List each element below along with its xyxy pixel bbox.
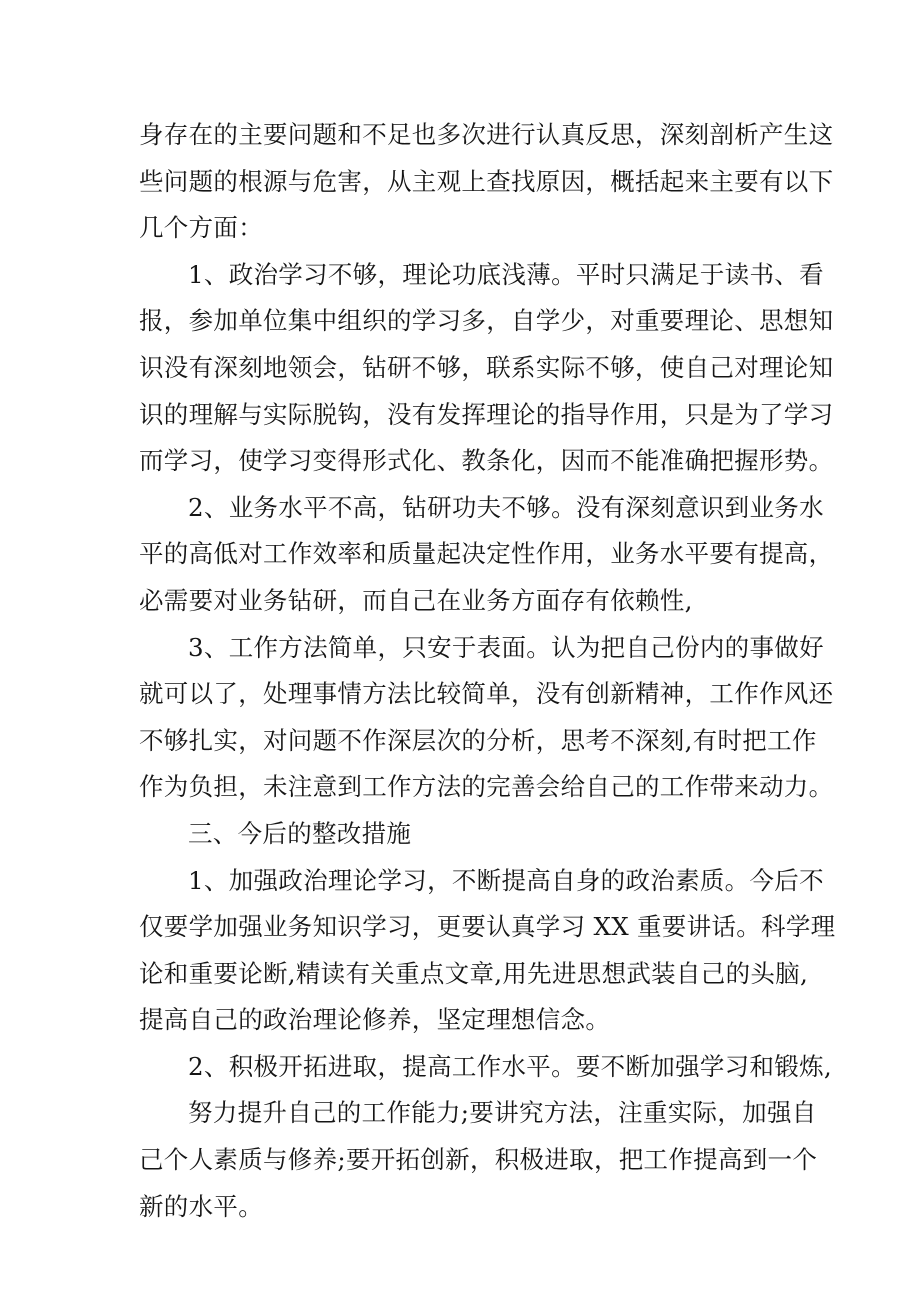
text-line: 论和重要论断,精读有关重点文章,用先进思想武装自己的头脑, (139, 958, 809, 988)
text-line: 作为负担，未注意到工作方法的完善会给自己的工作带来动力。 (139, 772, 834, 802)
text-line: 己个人素质与修养;要开拓创新，积极进取，把工作提高到一个 (139, 1145, 818, 1175)
text-line: 识没有深刻地领会，钻研不够，联系实际不够，使自己对理论知 (139, 352, 834, 382)
text-line: 身存在的主要问题和不足也多次进行认真反思，深刻剖析产生这 (139, 120, 834, 149)
text-line: 识的理解与实际脱钩，没有发挥理论的指导作用，只是为了学习 (139, 399, 834, 429)
text-line: 3、工作方法简单，只安于表面。认为把自己份内的事做好 (188, 632, 824, 662)
text-line: 些问题的根源与危害，从主观上查找原因，概括起来主要有以下 (139, 166, 834, 196)
text-line: 2、业务水平不高，钻研功夫不够。没有深刻意识到业务水 (188, 492, 824, 522)
document-body (139, 112, 836, 1230)
text-line: 而学习，使学习变得形式化、教条化，因而不能准确把握形势。 (139, 446, 834, 476)
text-line: 几个方面： (139, 213, 263, 243)
text-line: 仅要学加强业务知识学习，更要认真学习 XX 重要讲话。科学理 (139, 912, 836, 942)
text-line: 报，参加单位集中组织的学习多，自学少，对重要理论、思想知 (139, 306, 834, 336)
text-line: 1、加强政治理论学习，不断提高自身的政治素质。今后不 (188, 865, 824, 895)
text-line: 三、今后的整改措施 (188, 818, 412, 848)
text-line: 新的水平。 (139, 1191, 263, 1221)
text-line: 必需要对业务钻研，而自己在业务方面存有依赖性, (139, 585, 693, 615)
text-line: 不够扎实，对问题不作深层次的分析，思考不深刻,有时把工作 (139, 725, 817, 755)
text-line: 就可以了，处理事情方法比较简单，没有创新精神，工作作风还 (139, 679, 834, 709)
text-line: 努力提升自己的工作能力;要讲究方法，注重实际，加强自 (188, 1098, 817, 1128)
text-line: 1、政治学习不够，理论功底浅薄。平时只满足于读书、看 (188, 259, 824, 289)
text-line: 平的高低对工作效率和质量起决定性作用，业务水平要有提高， (139, 539, 834, 569)
text-line: 2、积极开拓进取，提高工作水平。要不断加强学习和锻炼, (188, 1051, 832, 1081)
text-line: 提高自己的政治理论修养，坚定理想信念。 (139, 1005, 611, 1035)
